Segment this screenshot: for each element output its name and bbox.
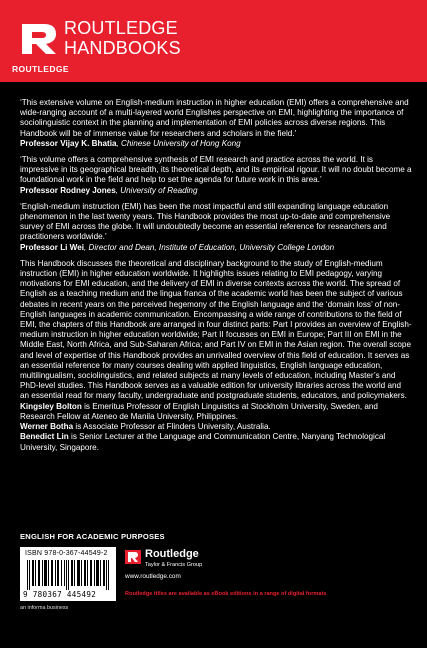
author-bio-text: is Emeritus Professor of English Linguistics at Stockholm University, Sweden, and Research Fellow at Ateneo de Manila University, Philippines.	[20, 401, 378, 421]
author-name: Kingsley Bolton	[20, 401, 82, 411]
endorsement	[20, 98, 412, 149]
endorsement-attribution	[20, 186, 412, 196]
series-title	[64, 18, 264, 58]
back-cover-text	[20, 98, 412, 453]
author-bio	[20, 422, 412, 432]
author-bio-text: is Senior Lecturer at the Language and Communication Centre, Nanyang Technological University, Singapore.	[20, 432, 386, 452]
endorser-name: Professor Vijay K. Bhatia	[20, 138, 117, 148]
endorser-affiliation: , Chinese University of Hong Kong	[116, 138, 241, 148]
routledge-logo-icon	[18, 20, 60, 58]
author-bio	[20, 432, 412, 452]
endorsement-text: ‘English-medium instruction (EMI) has been the most impactful and still expanding language education phenomenon in the last twenty years. This Handbook provides the most up-to-date and comprehensive survey of EMI across the globe. It will undoubtedly become an essential reference for researchers and practitioners worldwide.’	[20, 201, 391, 242]
endorsement-attribution	[20, 139, 412, 149]
informa-note: an informa business	[20, 605, 69, 611]
endorsement-text: ‘This extensive volume on English-medium instruction in higher education (EMI) offers a comprehensive and wide-ranging account of a multi-layered world Englishes perspective on EMI, highlighting the importance of sociolinguistic context in the planning and implementation of EMI policies across diverse regions. This Handbook will be of immense value for researchers and scholars in the field.’	[20, 98, 409, 138]
endorser-name: Professor Li Wei	[20, 242, 84, 252]
barcode-icon	[25, 560, 111, 590]
author-bio-text: is Associate Professor at Flinders University, Australia.	[73, 422, 271, 432]
ebook-note: Routledge titles are available as eBook editions in a range of digital formats	[125, 591, 327, 597]
endorsement	[20, 202, 412, 253]
subject-category: ENGLISH FOR ACADEMIC PURPOSES	[20, 532, 165, 541]
endorsement	[20, 155, 412, 196]
endorsement-attribution	[20, 243, 412, 253]
book-description: This Handbook discusses the theoretical and disciplinary background to the study of English-medium instruction (EMI) in higher education worldwide. It highlights issues relating to EMI pedagogy, varying motivations for EMI education, and the delivery of EMI in diverse contexts across the world. The spread of English as a teaching medium and the lingua franca of the academic world has been the subject of various debates in recent years on the perceived hegemony of the English language and the ‘domain loss’ of non-English languages in academic communication. Encompassing a wide range of contributions to the field of EMI, the chapters of this Handbook are arranged in four distinct parts: Part I provides an overview of English-medium instruction in higher education worldwide; Part II focusses on EMI in Europe; Part III on EMI in the Middle East, North Africa, and Sub-Saharan Africa; and Part IV on EMI in the Asian region. The overall scope and level of expertise of this Handbook provides an unrivalled overview of this field of education. It serves as an essential reference for many courses dealing with applied linguistics, English language education, multilingualism, sociolinguistics, and related subjects at many levels of education, including Master’s and PhD-level studies. This Handbook serves as a valuable edition for university libraries across the world and an essential read for many faculty, undergraduate and postgraduate students, educators, and policymakers.	[20, 258, 412, 401]
logo-wordmark: ROUTLEDGE	[12, 64, 69, 74]
publisher-url: www.routledge.com	[125, 573, 181, 580]
endorsement-text: ‘This volume offers a comprehensive synthesis of EMI research and practice across the world. It is impressive in its geographical breadth, its theoretical depth, and its empirical rigour. It will no doubt become a foundational work in the field and help to set the agenda for future work in this area.’	[20, 155, 412, 185]
author-name: Werner Botha	[20, 422, 74, 432]
publisher-name: Routledge	[145, 548, 199, 560]
author-bio	[20, 402, 412, 422]
isbn-number: ISBN 978-0-367-44549-2	[25, 550, 108, 557]
isbn-barcode	[20, 547, 116, 601]
header-banner	[0, 0, 427, 82]
endorser-name: Professor Rodney Jones	[20, 185, 116, 195]
author-name: Benedict Lin	[20, 432, 69, 442]
barcode-digits: 9 780367 445492	[23, 590, 97, 599]
publisher-group: Taylor & Francis Group	[145, 562, 203, 568]
endorser-affiliation: , University of Reading	[115, 185, 198, 195]
publisher-logo-icon	[125, 550, 141, 564]
endorser-affiliation: , Director and Dean, Institute of Education, University College London	[83, 242, 335, 252]
series-title-line1: ROUTLEDGE	[64, 18, 178, 38]
series-title-line2: HANDBOOKS	[64, 38, 181, 58]
